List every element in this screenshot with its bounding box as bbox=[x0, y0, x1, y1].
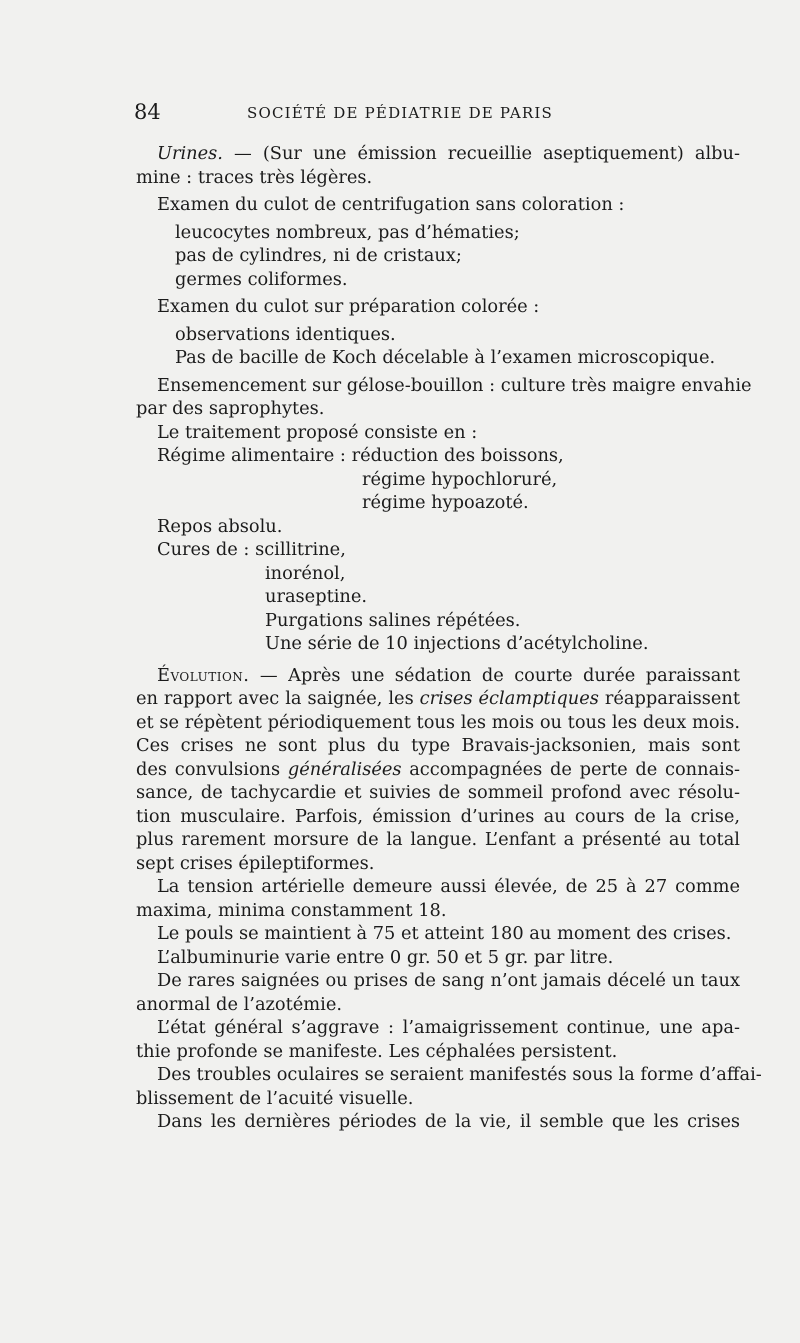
saignees-line-1: De rares saignées ou prises de sang n’ont jamais décelé un taux bbox=[157, 970, 740, 991]
evolution-line-5: des convulsions généralisées accompagnées de perte de connais- bbox=[136, 758, 740, 780]
evolution-line-9: sept crises épileptiformes. bbox=[136, 852, 375, 874]
cures-item: inorénol, bbox=[265, 562, 346, 584]
running-title: SOCIÉTÉ DE PÉDIATRIE DE PARIS bbox=[247, 104, 553, 122]
saignees-line-2: anormal de l’azotémie. bbox=[136, 993, 343, 1015]
culot1-item: germes coliformes. bbox=[175, 268, 348, 290]
evolution-line-2: en rapport avec la saignée, les crises éclamptiques réapparaissent bbox=[136, 688, 740, 709]
culot1-heading: Examen du culot de centrifugation sans coloration : bbox=[157, 194, 625, 215]
cures-item: uraseptine. bbox=[265, 586, 368, 607]
pouls-line: Le pouls se maintient à 75 et atteint 180 au moment des crises. bbox=[157, 923, 732, 944]
page-number: 84 bbox=[134, 100, 161, 124]
cures-label: Cures de : bbox=[157, 539, 256, 560]
traitement-intro: Le traitement proposé consiste en : bbox=[157, 421, 478, 443]
cures-line-1: Cures de : scillitrine, bbox=[157, 539, 346, 560]
troubles-line-1: Des troubles oculaires se seraient manifestés sous la forme d’affai- bbox=[157, 1064, 762, 1085]
etat-line-2: thie profonde se manifeste. Les céphalées persistent. bbox=[136, 1040, 618, 1062]
repos-line: Repos absolu. bbox=[157, 515, 283, 537]
regime-label: Régime alimentaire : bbox=[157, 445, 352, 466]
evolution-label: Évolution. bbox=[157, 664, 250, 686]
ensemencement-line-2: par des saprophytes. bbox=[136, 398, 325, 419]
cures-item: Purgations salines répétées. bbox=[265, 609, 521, 631]
running-header bbox=[0, 100, 800, 128]
tension-line-1: La tension artérielle demeure aussi élevée, de 25 à 27 comme bbox=[157, 876, 740, 897]
etat-line-1: L’état général s’aggrave : l’amaigrissement continue, une apa- bbox=[157, 1017, 740, 1038]
evolution-line-8: plus rarement morsure de la langue. L’enfant a présenté au total bbox=[136, 829, 740, 850]
evolution-line-7: tion musculaire. Parfois, émission d’urines au cours de la crise, bbox=[136, 805, 740, 827]
culot1-item: pas de cylindres, ni de cristaux; bbox=[175, 245, 462, 266]
dernieres-line: Dans les dernières périodes de la vie, il semble que les crises bbox=[157, 1111, 740, 1132]
ensemencement-line-1: Ensemencement sur gélose-bouillon : culture très maigre envahie bbox=[157, 374, 752, 396]
culot2-item: observations identiques. bbox=[175, 323, 396, 345]
culot1-item: leucocytes nombreux, pas d’hématies; bbox=[175, 221, 520, 243]
regime-item: régime hypochloruré, bbox=[362, 468, 558, 490]
culot2-heading: Examen du culot sur préparation colorée : bbox=[157, 296, 540, 317]
culot2-item: Pas de bacille de Koch décelable à l’examen microscopique. bbox=[175, 347, 716, 368]
evolution-line-4: Ces crises ne sont plus du type Bravais-jacksonien, mais sont bbox=[136, 735, 740, 756]
cures-item: Une série de 10 injections d’acétylcholine. bbox=[265, 633, 649, 654]
evolution-line-1: Évolution. — Après une sédation de courte durée paraissant bbox=[157, 664, 740, 686]
evolution-line-3: et se répètent périodiquement tous les mois ou tous les deux mois. bbox=[136, 711, 740, 733]
regime-line-1: Régime alimentaire : réduction des boissons, bbox=[157, 445, 564, 466]
tension-line-2: maxima, minima constamment 18. bbox=[136, 899, 447, 921]
regime-item: régime hypoazoté. bbox=[362, 492, 529, 513]
urines-line-1: Urines. — (Sur une émission recueillie aseptiquement) albu- bbox=[157, 143, 740, 164]
urines-label: Urines. bbox=[157, 143, 223, 164]
urines-line-2: mine : traces très légères. bbox=[136, 166, 373, 188]
troubles-line-2: blissement de l’acuité visuelle. bbox=[136, 1087, 414, 1109]
evolution-line-6: sance, de tachycardie et suivies de sommeil profond avec résolu- bbox=[136, 782, 740, 803]
albuminurie-line: L’albuminurie varie entre 0 gr. 50 et 5 gr. par litre. bbox=[157, 946, 614, 968]
body-text bbox=[136, 142, 762, 1134]
